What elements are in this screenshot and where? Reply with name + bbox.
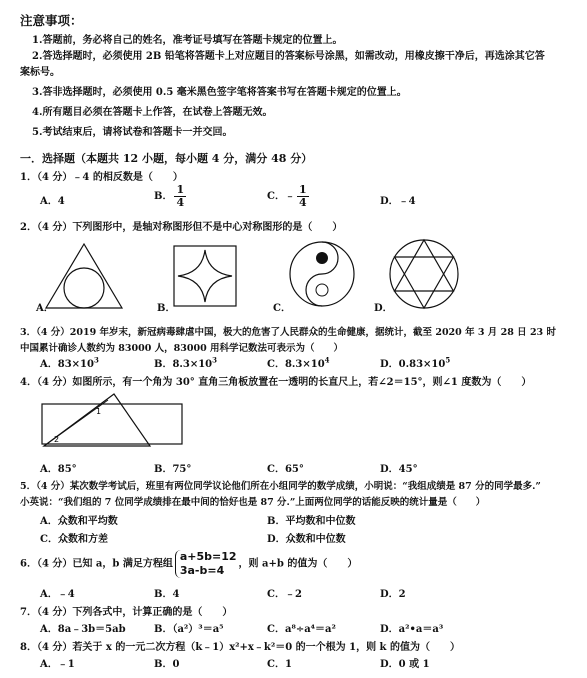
q3-stem-line1: 3．（4 分）2019 年岁末，新冠病毒肆虐中国，极大的危害了人民群众的生命健康，据统计，截至 2020 年 3 月 28 日 23 时 (20, 327, 556, 338)
q6-option-a: A．﹣4 (40, 589, 75, 600)
q2-figure-a (42, 240, 126, 312)
q5-option-b: B．平均数和中位数 (267, 516, 356, 527)
angle-1-label: 1 (96, 407, 102, 416)
q4-option-c: C．65° (267, 464, 304, 475)
angle-2-label: 2 (54, 435, 60, 444)
q3-option-c: C．$8.3\times 10^4$ (267, 355, 330, 370)
q4-figure (38, 390, 190, 450)
note-3: 3.答非选择题时，必须使用 0.5 毫米黑色签字笔将答案书写在答题卡规定的位置上。 (32, 87, 407, 98)
q6-option-c: C．﹣2 (267, 589, 302, 600)
section-title: 一．选择题（本题共 12 小题，每小题 4 分，满分 48 分） (20, 152, 313, 165)
q8-option-a: A．﹣1 (40, 659, 75, 670)
q1-stem: 1．（4 分）﹣4 的相反数是（ ） (20, 172, 183, 183)
q4-option-d: D．45° (380, 464, 418, 475)
q7-option-b: B．（a²）³＝a⁵ (154, 624, 224, 635)
q6-stem: 6．（4 分）已知 a，b 满足方程组 a+5b=12 3a-b=4 ，则 a+b 的值为（ ） (20, 550, 358, 577)
note-4: 4.所有题目必须在答题卡上作答，在试卷上答题无效。 (32, 107, 273, 118)
q4-stem: 4．（4 分）如图所示，有一个角为 30° 直角三角板放置在一透明的长直尺上，若∠2＝15°，则∠1 度数为（ ） (20, 377, 532, 388)
q1-option-a: A．4 (40, 196, 65, 207)
q1-option-c: C．﹣ $\frac{1}{4}$ (267, 183, 307, 209)
note-1: 1.答题前，务必将自己的姓名，准考证号填写在答题卡规定的位置上。 (32, 35, 343, 46)
q2-figure-d (386, 236, 462, 312)
q1-option-b: B． $\frac{1}{4}$ (154, 183, 185, 209)
q2-stem: 2．（4 分）下列图形中，是轴对称图形但不是中心对称图形的是（ ） (20, 222, 343, 233)
q2-figure-c (286, 238, 358, 310)
q6-option-d: D．2 (380, 589, 406, 600)
q7-option-d: D．a²•a＝a³ (380, 624, 444, 635)
q2-option-a: A． (36, 303, 54, 314)
q5-stem-line1: 5．（4 分）某次数学考试后，班里有两位同学议论他们所在小组同学的数学成绩，小明说：“我组成绩是 87 分的同学最多.” (20, 481, 541, 492)
q4-option-b: B．75° (154, 464, 192, 475)
q5-stem-line2: 小英说：“我们组的 7 位同学成绩排在最中间的恰好也是 87 分.”上面两位同学的话能反映的统计量是（ ） (20, 497, 486, 508)
q8-option-c: C．1 (267, 659, 292, 670)
q6-equation-system: a+5b=12 3a-b=4 (175, 550, 237, 578)
q8-option-b: B．0 (154, 659, 180, 670)
q8-option-d: D．0 或 1 (380, 659, 430, 670)
q1-option-d: D．﹣4 (380, 196, 416, 207)
q2-option-c: C． (273, 303, 291, 314)
q5-option-a: A．众数和平均数 (40, 516, 118, 527)
note-5: 5.考试结束后，请将试卷和答题卡一并交回。 (32, 127, 233, 138)
q5-option-d: D．众数和中位数 (267, 534, 346, 545)
note-2a: 2.答选择题时，必须使用 2B 铅笔将答题卡上对应题目的答案标号涂黑，如需改动，用橡皮擦干净后，再选涂其它答 (32, 51, 545, 62)
notes-heading: 注意事项： (20, 13, 83, 28)
q5-option-c: C．众数和方差 (40, 534, 108, 545)
q7-option-a: A．8a﹣3b＝5ab (40, 624, 126, 635)
q7-option-c: C．a⁸÷a⁴＝a² (267, 624, 336, 635)
q8-stem: 8．（4 分）若关于 x 的一元二次方程（k﹣1）x²+x﹣k²＝0 的一个根为 1，则 k 的值为（ ） (20, 642, 460, 653)
q3-option-a: A．$83\times 10^3$ (40, 355, 99, 370)
q2-figure-b (170, 242, 240, 310)
q2-option-b: B． (157, 303, 176, 314)
q7-stem: 7．（4 分）下列各式中，计算正确的是（ ） (20, 607, 233, 618)
q3-option-d: D．$0.83\times 10^5$ (380, 355, 451, 370)
q2-option-d: D． (374, 303, 393, 314)
q3-stem-line2: 中国累计确诊人数约为 83000 人，83000 用科学记数法可表示为（ ） (20, 343, 344, 354)
q6-option-b: B．4 (154, 589, 180, 600)
note-2b: 案标号。 (20, 67, 60, 78)
q4-option-a: A．85° (40, 464, 77, 475)
q3-option-b: B．$8.3\times 10^3$ (154, 355, 218, 370)
